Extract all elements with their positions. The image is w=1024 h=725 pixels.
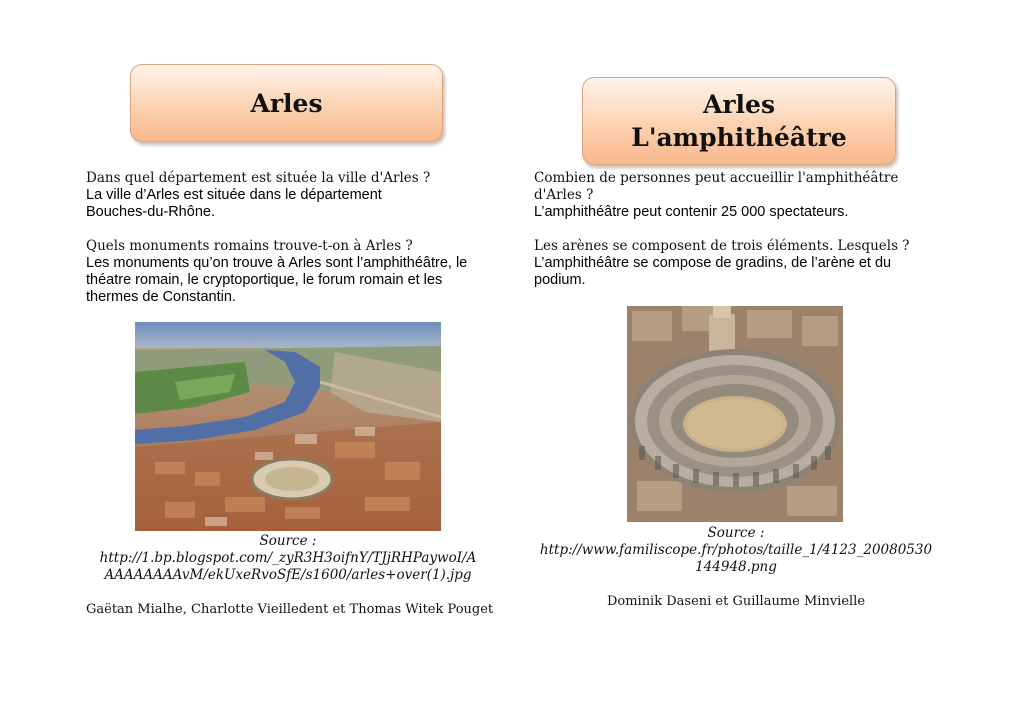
source-left — [86, 533, 490, 584]
photo-amphitheatre — [627, 306, 843, 522]
source-url-right-line1: http://www.familiscope.fr/photos/taille_1/4123_20080530 — [539, 542, 933, 558]
qa-monuments — [86, 238, 506, 306]
photo-arles-aerial — [135, 322, 441, 531]
qa-elements — [534, 238, 954, 289]
authors-left: Gaëtan Mialhe, Charlotte Vieilledent et Thomas Witek Pouget — [86, 602, 494, 617]
source-label-left: Source : — [259, 533, 317, 549]
source-url-right-line2: 144948.png — [695, 559, 777, 575]
qa-capacite — [534, 170, 954, 221]
answer-monuments-line1: Les monuments qu’on trouve à Arles sont l’amphithéâtre, le — [86, 255, 468, 271]
question-monuments: Quels monuments romains trouve-t-on à Arles ? — [86, 238, 413, 254]
source-url-left-line2: AAAAAAAAvM/ekUxeRvoSfE/s1600/arles+over(1).jpg — [104, 567, 472, 583]
question-capacite-line1: Combien de personnes peut accueillir l'amphithéâtre — [534, 170, 899, 186]
authors-right: Dominik Daseni et Guillaume Minvielle — [606, 594, 866, 609]
title-box-arles — [130, 64, 443, 142]
answer-departement-line1: La ville d’Arles est située dans le département — [86, 187, 382, 203]
title-amphitheatre: L'amphithéâtre — [631, 123, 847, 152]
question-departement: Dans quel département est située la ville d'Arles ? — [86, 170, 431, 186]
question-elements: Les arènes se composent de trois éléments. Lesquels ? — [534, 238, 910, 254]
answer-monuments-line2: théatre romain, le cryptoportique, le forum romain et les — [86, 272, 443, 288]
title-arles-right: Arles — [702, 90, 776, 119]
answer-elements-line2: podium. — [534, 272, 586, 288]
source-url-left-line1: http://1.bp.blogspot.com/_zyR3H3oifnY/TJjRHPaywoI/A — [99, 550, 477, 566]
title-arles: Arles — [250, 88, 323, 118]
answer-elements-line1: L’amphithéâtre se compose de gradins, de l’arène et du — [534, 255, 892, 271]
qa-departement — [86, 170, 506, 221]
answer-monuments-line3: thermes de Constantin. — [86, 289, 236, 305]
source-right — [530, 525, 942, 576]
answer-departement-line2: Bouches-du-Rhône. — [86, 204, 215, 220]
answer-capacite: L’amphithéâtre peut contenir 25 000 spectateurs. — [534, 204, 849, 220]
title-box-amphitheatre — [582, 77, 896, 165]
source-label-right: Source : — [707, 525, 765, 541]
question-capacite-line2: d'Arles ? — [534, 187, 594, 203]
